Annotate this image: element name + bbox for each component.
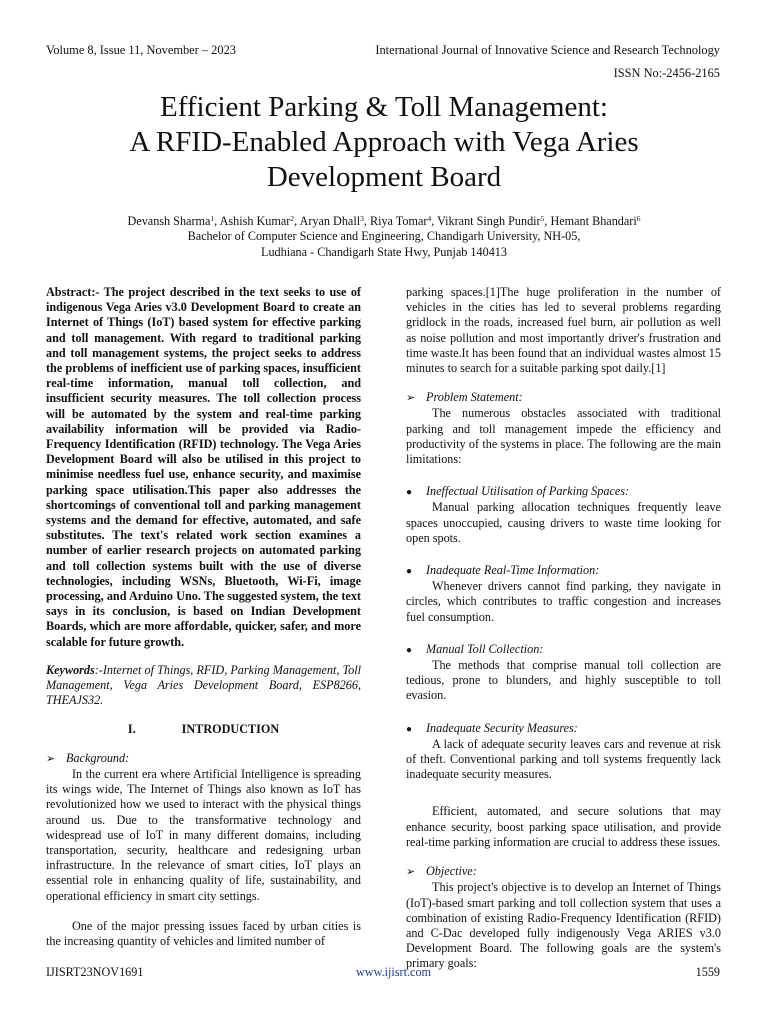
keywords xyxy=(46,663,361,709)
subheading-background xyxy=(46,751,361,767)
paragraph: parking spaces.[1]The huge proliferation in the number of vehicles in the cities has led to several problems regarding gridlock in the roads, increased fuel burn, air pollution as well as noise pollution and most importantly driver's frustration and time waste.It has been found that an individual wastes almost 15 minutes to search for a suitable parking spot daily.[1] xyxy=(406,285,721,376)
arrow-bullet-icon: ➢ xyxy=(406,392,416,405)
author-list: Devansh Sharma$^1$, Ashish Kumar$^2$, Aryan Dhall$^3$, Riya Tomar$^4$, Vikrant Singh Pundir$^5$, Hemant Bhandari$^6$ xyxy=(127,214,641,228)
subheading-objective xyxy=(406,864,721,880)
bullet-dot-icon: ● xyxy=(406,723,413,735)
journal-volume: Volume 8, Issue 11, November – 2023 xyxy=(46,43,236,57)
arrow-bullet-icon: ➢ xyxy=(46,752,56,765)
limitation-text: Manual parking allocation techniques frequently leave spaces unoccupied, causing drivers to waste time looking for open spots. xyxy=(406,500,721,545)
right-column xyxy=(406,285,721,972)
limitation-text: The methods that comprise manual toll collection are tedious, prone to blunders, and highly susceptible to toll evasion. xyxy=(406,658,721,703)
limitation-heading xyxy=(406,484,721,500)
subheading-label: Objective: xyxy=(426,864,477,879)
limitation-title: Manual Toll Collection: xyxy=(426,641,544,656)
limitation-title: Inadequate Security Measures: xyxy=(426,720,578,735)
affiliation-line: Ludhiana - Chandigarh State Hwy, Punjab 140413 xyxy=(261,244,507,259)
section-title: INTRODUCTION xyxy=(181,722,280,737)
bullet-dot-icon: ● xyxy=(406,566,413,578)
author-name: Riya Tomar xyxy=(369,214,428,228)
footer-page-number: 1559 xyxy=(695,965,720,979)
title-line: Efficient Parking & Toll Management: xyxy=(160,91,608,123)
journal-issn: ISSN No:-2456-2165 xyxy=(613,66,720,80)
keywords-label: Keywords xyxy=(46,662,95,677)
section-heading-introduction xyxy=(46,722,361,737)
paragraph: The numerous obstacles associated with traditional parking and toll management impede the efficiency and productivity of the systems in place. The following are the main limitations: xyxy=(406,406,721,467)
limitation-heading xyxy=(406,642,721,658)
bullet-dot-icon: ● xyxy=(406,644,413,656)
title-line: Development Board xyxy=(266,161,502,193)
author-sup: 6 xyxy=(636,214,641,223)
paper-title xyxy=(60,90,708,195)
abstract: Abstract:- The project described in the text seeks to use of indigenous Vega Aries v3.0 Development Board to create an Internet of Things (IoT) based system for effective parking and toll management. With regard to traditional parking and toll management systems, the project seeks to address the problems of inefficient use of parking spaces, insufficient real-time information, manual toll collection, and insufficient security measures. The toll collection process will be automated by the system and real-time parking availability information will be provided via Radio-Frequency Identification (RFID) technology. The Vega Aries Development Board will also be utilised in this project to minimise needless fuel use, enhance security, and maximise parking space utilisation.This paper also addresses the shortcomings of conventional toll and parking management systems and the demand for effective, automated, and safe substitutes. The text's related work section examines a number of earlier research projects on automated parking and toll collection systems built with the use of diverse technologies, including WSNs, Bluetooth, Wi-Fi, image processing, and Arduino Uno. The suggested system, the text says in its conclusion, is based on Indian Development Boards, which are more affordable, quicker, safer, and more scalable for future growth. xyxy=(46,285,361,649)
author-name: Vikrant Singh Pundir xyxy=(437,214,541,228)
subheading-label: Background: xyxy=(66,750,130,765)
limitation-title: Inadequate Real-Time Information: xyxy=(426,563,600,578)
footer-paper-id: IJISRT23NOV1691 xyxy=(46,965,144,979)
limitation-text: A lack of adequate security leaves cars and revenue at risk of theft. Conventional parking and toll systems frequently lack inadequate security measures. xyxy=(406,736,721,782)
author-sup: 2 xyxy=(290,214,295,223)
affiliation-line: Bachelor of Computer Science and Engineering, Chandigarh University, NH-05, xyxy=(187,229,581,244)
subheading-label: Problem Statement: xyxy=(426,390,523,405)
author-name: Devansh Sharma xyxy=(127,214,211,228)
author-sup: 5 xyxy=(540,214,545,223)
paragraph: In the current era where Artificial Intelligence is spreading its wings wide, The Internet of Things also known as IoT has revolutionized how we used to interact with the physical things around us. Due to the transformative technology and widespread use of IoT in many different domains, including transportation, security, healthcare and redesigning urban infrastructure. In the relevance of smart cities, IoT plays an essential role in enhancing quality of life, sustainability, and operational efficiency in smart city settings. xyxy=(46,766,361,903)
limitation-heading xyxy=(406,563,721,579)
paragraph: Efficient, automated, and secure solutions that may enhance security, boost parking space utilisation, and provide real-time parking information are crucial to address these issues. xyxy=(406,804,721,849)
left-column xyxy=(46,285,361,949)
journal-name: International Journal of Innovative Science and Research Technology xyxy=(375,43,720,57)
paragraph: This project's objective is to develop an Internet of Things (IoT)-based smart parking and toll collection system that uses a combination of existing Radio-Frequency Identification (RFID) and C-Dac developed fully indigenously Vega ARIES v3.0 Development Board. The following goals are the system's primary goals: xyxy=(406,880,721,971)
author-sup: 4 xyxy=(427,214,432,223)
limitation-title: Ineffectual Utilisation of Parking Spaces: xyxy=(426,484,630,499)
arrow-bullet-icon: ➢ xyxy=(406,866,416,879)
footer-website-link[interactable]: www.ijisrt.com xyxy=(356,965,432,979)
subheading-problem-statement xyxy=(406,390,721,406)
author-name: Aryan Dhall xyxy=(299,214,361,228)
limitation-heading xyxy=(406,721,721,737)
section-number: I. xyxy=(127,722,136,737)
limitation-text: Whenever drivers cannot find parking, they navigate in circles, which contributes to traffic congestion and increases fuel consumption. xyxy=(406,579,721,624)
author-block xyxy=(30,214,738,260)
keywords-text: :-Internet of Things, RFID, Parking Management, Toll Management, Vega Aries Development Board, ESP8266, THEAJS32. xyxy=(46,662,361,708)
bullet-dot-icon: ● xyxy=(406,487,413,499)
author-name: Ashish Kumar xyxy=(219,214,291,228)
title-line: A RFID-Enabled Approach with Vega Aries xyxy=(129,126,639,158)
author-sup: 3 xyxy=(360,214,364,223)
paragraph: One of the major pressing issues faced by urban cities is the increasing quantity of vehicles and limited number of xyxy=(46,918,361,948)
author-name: Hemant Bhandari xyxy=(550,214,637,228)
author-sup: 1 xyxy=(210,214,215,223)
